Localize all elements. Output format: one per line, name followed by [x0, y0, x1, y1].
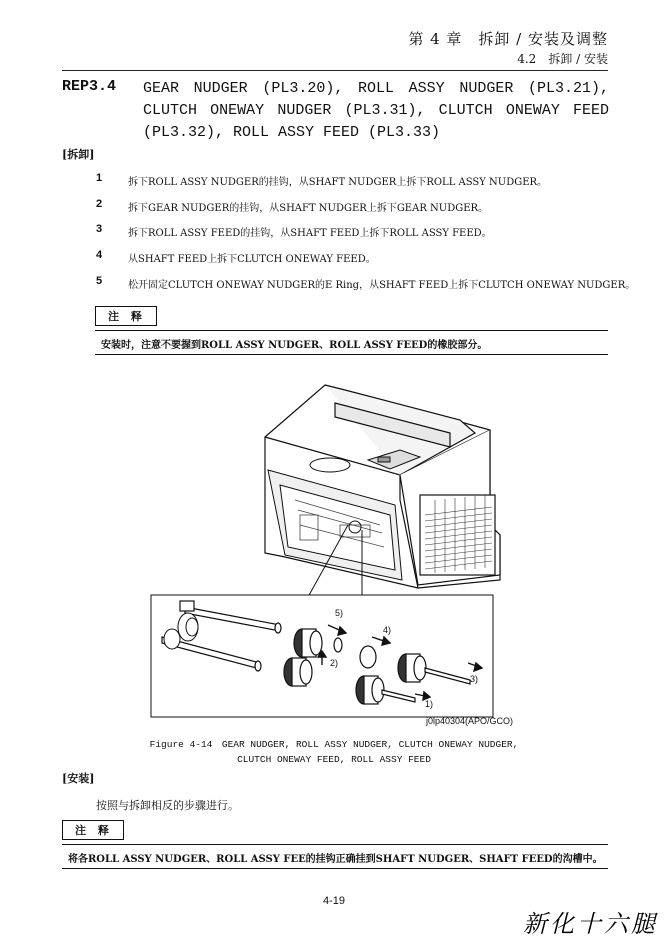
note-text: 将各ROLL ASSY NUDGER、ROLL ASSY FEE的挂钩正确挂到SHAFT NUDGER、SHAFT FEED的沟槽中。 — [68, 854, 603, 865]
caption-line-2: CLUTCH ONEWAY FEED, ROLL ASSY FEED — [237, 754, 431, 765]
watermark: 新化十六腿 — [523, 910, 658, 938]
note-top-rule — [95, 330, 608, 331]
caption-line-1: Figure 4-14 GEAR NUDGER, ROLL ASSY NUDGER, CLUTCH ONEWAY NUDGER, — [149, 739, 519, 750]
step-text: 拆下ROLL ASSY NUDGER的挂钩，从SHAFT NUDGER上拆下ROLL ASSY NUDGER。 — [128, 177, 548, 188]
step-text: 拆下GEAR NUDGER的挂钩，从SHAFT NUDGER上拆下GEAR NUDGER。 — [128, 203, 489, 214]
step-number: 1 — [96, 172, 103, 184]
figure-illustration — [150, 375, 510, 720]
figure-caption — [100, 737, 568, 767]
step-number: 5 — [96, 275, 103, 287]
note-bottom-rule — [95, 354, 608, 355]
note-bottom-rule — [62, 868, 608, 869]
step-text: 从SHAFT FEED上拆下CLUTCH ONEWAY FEED。 — [128, 254, 376, 265]
callout-5: 5) — [335, 608, 344, 618]
step-number: 3 — [96, 223, 103, 235]
note-top-rule — [62, 844, 608, 845]
removal-heading: [拆卸] — [62, 148, 95, 161]
callout-3: 3) — [470, 674, 479, 684]
install-heading: [安装] — [62, 772, 95, 785]
note-label: 注 释 — [62, 820, 124, 840]
note-text: 安装时，注意不要握到ROLL ASSY NUDGER、ROLL ASSY FEED的橡胶部分。 — [101, 340, 488, 351]
step-number: 2 — [96, 198, 103, 210]
step-text: 拆下ROLL ASSY FEED的挂钩，从SHAFT FEED上拆下ROLL ASSY FEED。 — [128, 228, 492, 239]
callout-1: 1) — [425, 699, 434, 709]
note-label: 注 释 — [95, 306, 157, 326]
step-number: 4 — [96, 249, 103, 261]
header-divider — [62, 70, 608, 71]
page-number: 4-19 — [322, 895, 346, 907]
rep-number: REP3.4 — [62, 78, 117, 95]
callout-2: 2) — [330, 658, 339, 668]
step-text: 松开固定CLUTCH ONEWAY NUDGER的E Ring，从SHAFT FEED上拆下CLUTCH ONEWAY NUDGER。 — [128, 280, 636, 291]
rep-title: GEAR NUDGER (PL3.20), ROLL ASSY NUDGER (PL3.21), CLUTCH ONEWAY NUDGER (PL3.31), CLUTCH ONEWAY FEED (PL3.32), ROLL ASSY FEED (PL3.33) — [143, 80, 609, 141]
figure-code: j0lp40304(APO/GCO) — [426, 716, 514, 726]
chapter-heading: 第 4 章 拆卸 / 安装及调整 — [408, 30, 608, 48]
install-text: 按照与拆卸相反的步骤进行。 — [96, 799, 239, 812]
callout-4: 4) — [383, 625, 392, 635]
section-heading: 4.2 拆卸 / 安装 — [517, 52, 608, 66]
